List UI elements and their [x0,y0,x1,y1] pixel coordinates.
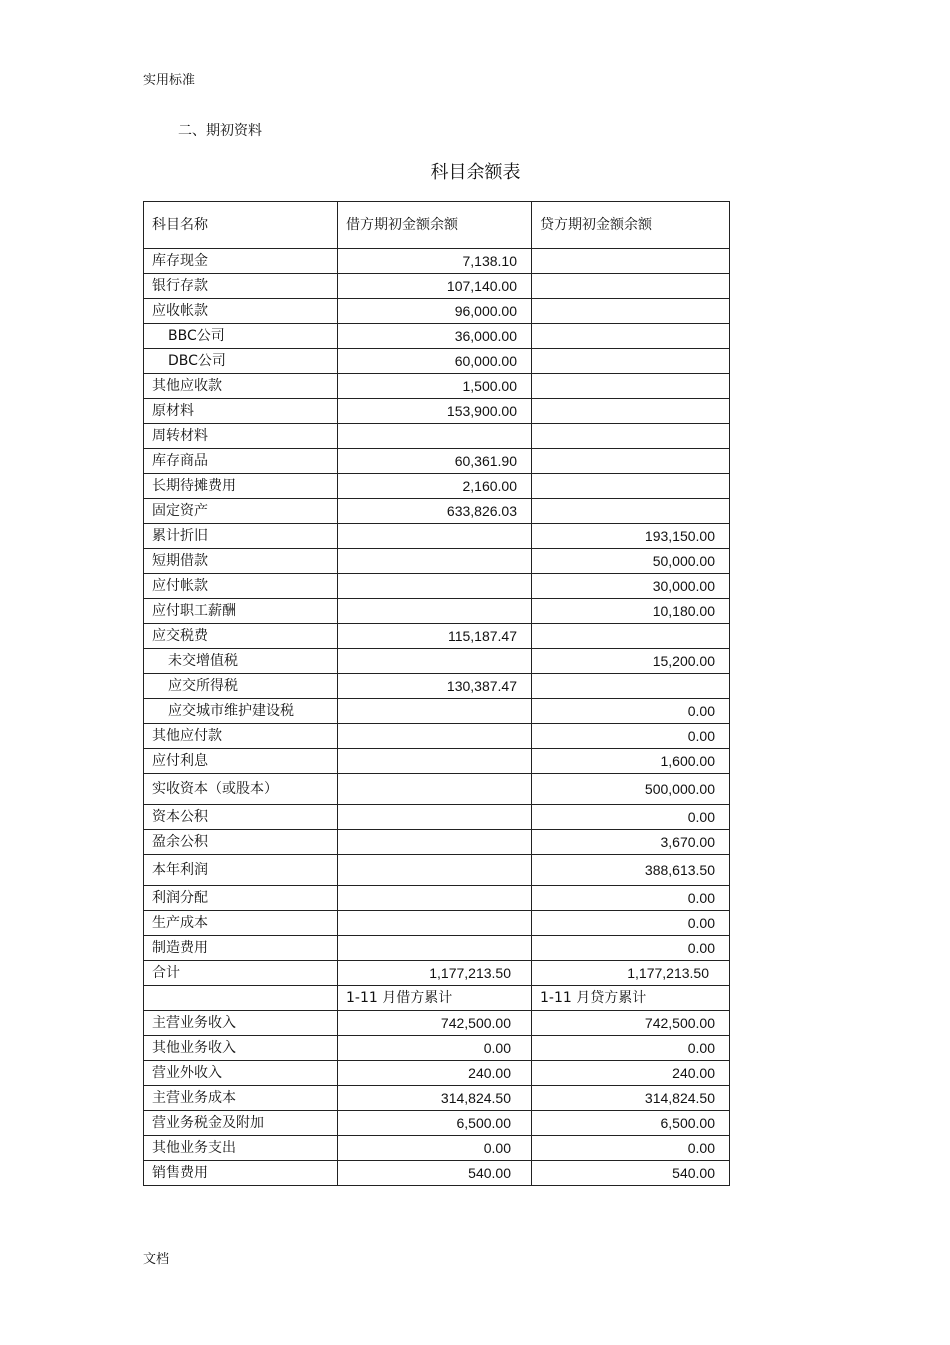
credit-amount-cell: 1,600.00 [532,749,730,774]
debit-amount-cell: 742,500.00 [338,1011,532,1036]
debit-amount-cell: 107,140.00 [338,274,532,299]
table-row [144,1011,730,1036]
debit-amount-cell: 6,500.00 [338,1111,532,1136]
debit-amount-cell [338,699,532,724]
account-name-cell: 未交增值税 [144,649,338,674]
credit-amount-cell: 50,000.00 [532,549,730,574]
credit-amount-cell [532,249,730,274]
credit-amount-cell [532,474,730,499]
account-name-cell: 生产成本 [144,911,338,936]
table-row [144,449,730,474]
account-name-cell: 短期借款 [144,549,338,574]
credit-amount-cell: 0.00 [532,724,730,749]
table-row [144,324,730,349]
account-name-cell: 原材料 [144,399,338,424]
table-row [144,1136,730,1161]
table-row [144,855,730,886]
account-name-cell: 合计 [144,961,338,986]
account-name-cell: 其他应收款 [144,374,338,399]
table-row [144,649,730,674]
table-row [144,549,730,574]
account-name-cell: 库存商品 [144,449,338,474]
account-name-cell: 长期待摊费用 [144,474,338,499]
credit-amount-cell [532,399,730,424]
account-name-cell: 应交所得税 [144,674,338,699]
column-header-debit: 借方期初金额余额 [338,202,532,249]
account-name-cell: 实收资本（或股本） [144,774,338,805]
table-row [144,1036,730,1061]
debit-amount-cell [338,936,532,961]
column-header-credit: 贷方期初金额余额 [532,202,730,249]
table-row [144,1111,730,1136]
account-name-cell: 营业外收入 [144,1061,338,1086]
account-name-cell: 周转材料 [144,424,338,449]
debit-amount-cell [338,911,532,936]
table-row [144,624,730,649]
debit-amount-cell [338,805,532,830]
cumulative-credit-header: 1-11 月贷方累计 [532,986,730,1011]
account-name-cell: 主营业务成本 [144,1086,338,1111]
subtotal-header-row [144,986,730,1011]
credit-amount-cell [532,274,730,299]
table-row [144,936,730,961]
table-row [144,886,730,911]
credit-amount-cell: 0.00 [532,805,730,830]
column-header-account: 科目名称 [144,202,338,249]
debit-amount-cell: 1,500.00 [338,374,532,399]
credit-amount-cell [532,374,730,399]
account-name-cell: 其他业务收入 [144,1036,338,1061]
credit-amount-cell: 314,824.50 [532,1086,730,1111]
blank-header-cell [144,986,338,1011]
table-row [144,1086,730,1111]
account-name-cell: 主营业务收入 [144,1011,338,1036]
debit-amount-cell: 60,361.90 [338,449,532,474]
table-row [144,524,730,549]
account-name-cell: 应付职工薪酬 [144,599,338,624]
page-header: 实用标准 [143,73,196,88]
credit-amount-cell: 0.00 [532,936,730,961]
credit-amount-cell: 240.00 [532,1061,730,1086]
page-footer: 文档 [143,1252,170,1267]
debit-amount-cell: 0.00 [338,1136,532,1161]
debit-amount-cell: 0.00 [338,1036,532,1061]
account-name-cell: 应交城市维护建设税 [144,699,338,724]
table-row [144,699,730,724]
debit-amount-cell: 60,000.00 [338,349,532,374]
debit-amount-cell [338,524,532,549]
account-name-cell: 库存现金 [144,249,338,274]
account-name-cell: 本年利润 [144,855,338,886]
account-name-cell: 盈余公积 [144,830,338,855]
table-row [144,1061,730,1086]
table-row [144,249,730,274]
credit-amount-cell [532,499,730,524]
table-row [144,424,730,449]
account-name-cell: 制造费用 [144,936,338,961]
debit-amount-cell: 1,177,213.50 [338,961,532,986]
credit-amount-cell: 15,200.00 [532,649,730,674]
table-row [144,749,730,774]
debit-amount-cell: 36,000.00 [338,324,532,349]
table-row [144,499,730,524]
table-row [144,774,730,805]
debit-amount-cell [338,424,532,449]
debit-amount-cell [338,749,532,774]
debit-amount-cell: 540.00 [338,1161,532,1186]
debit-amount-cell: 2,160.00 [338,474,532,499]
credit-amount-cell: 0.00 [532,911,730,936]
account-name-cell: BBC公司 [144,324,338,349]
table-header-row [144,202,730,249]
debit-amount-cell: 130,387.47 [338,674,532,699]
account-name-cell: 应付利息 [144,749,338,774]
account-name-cell: 应收帐款 [144,299,338,324]
table-row [144,830,730,855]
account-name-cell: 应付帐款 [144,574,338,599]
debit-amount-cell [338,830,532,855]
account-name-cell: DBC公司 [144,349,338,374]
credit-amount-cell: 540.00 [532,1161,730,1186]
account-name-cell: 累计折旧 [144,524,338,549]
debit-amount-cell [338,574,532,599]
table-row [144,805,730,830]
account-name-cell: 资本公积 [144,805,338,830]
debit-amount-cell: 96,000.00 [338,299,532,324]
credit-amount-cell: 0.00 [532,1136,730,1161]
credit-amount-cell: 0.00 [532,699,730,724]
table-row [144,674,730,699]
debit-amount-cell [338,599,532,624]
credit-amount-cell: 6,500.00 [532,1111,730,1136]
credit-amount-cell [532,324,730,349]
credit-amount-cell [532,299,730,324]
account-name-cell: 应交税费 [144,624,338,649]
table-row [144,599,730,624]
debit-amount-cell: 115,187.47 [338,624,532,649]
credit-amount-cell: 30,000.00 [532,574,730,599]
account-name-cell: 销售费用 [144,1161,338,1186]
table-row [144,574,730,599]
credit-amount-cell [532,449,730,474]
document-title: 科目余额表 [430,162,521,183]
account-name-cell: 营业务税金及附加 [144,1111,338,1136]
balance-table [143,201,730,1186]
debit-amount-cell: 7,138.10 [338,249,532,274]
credit-amount-cell [532,674,730,699]
credit-amount-cell: 0.00 [532,1036,730,1061]
table-row [144,349,730,374]
debit-amount-cell: 633,826.03 [338,499,532,524]
credit-amount-cell: 1,177,213.50 [532,961,730,986]
table-row [144,374,730,399]
credit-amount-cell [532,424,730,449]
debit-amount-cell: 153,900.00 [338,399,532,424]
debit-amount-cell [338,724,532,749]
credit-amount-cell [532,349,730,374]
credit-amount-cell: 742,500.00 [532,1011,730,1036]
debit-amount-cell: 240.00 [338,1061,532,1086]
account-name-cell: 利润分配 [144,886,338,911]
table-row [144,724,730,749]
cumulative-debit-header: 1-11 月借方累计 [338,986,532,1011]
debit-amount-cell [338,886,532,911]
section-title: 二、期初资料 [178,123,262,139]
table-row [144,399,730,424]
credit-amount-cell: 500,000.00 [532,774,730,805]
credit-amount-cell: 193,150.00 [532,524,730,549]
credit-amount-cell: 388,613.50 [532,855,730,886]
credit-amount-cell: 3,670.00 [532,830,730,855]
account-name-cell: 其他应付款 [144,724,338,749]
account-name-cell: 固定资产 [144,499,338,524]
debit-amount-cell [338,855,532,886]
total-row [144,961,730,986]
account-name-cell: 其他业务支出 [144,1136,338,1161]
account-name-cell: 银行存款 [144,274,338,299]
debit-amount-cell [338,549,532,574]
table-row [144,474,730,499]
credit-amount-cell: 0.00 [532,886,730,911]
table-row [144,299,730,324]
debit-amount-cell [338,649,532,674]
table-row [144,911,730,936]
debit-amount-cell [338,774,532,805]
credit-amount-cell: 10,180.00 [532,599,730,624]
debit-amount-cell: 314,824.50 [338,1086,532,1111]
credit-amount-cell [532,624,730,649]
table-row [144,274,730,299]
table-row [144,1161,730,1186]
